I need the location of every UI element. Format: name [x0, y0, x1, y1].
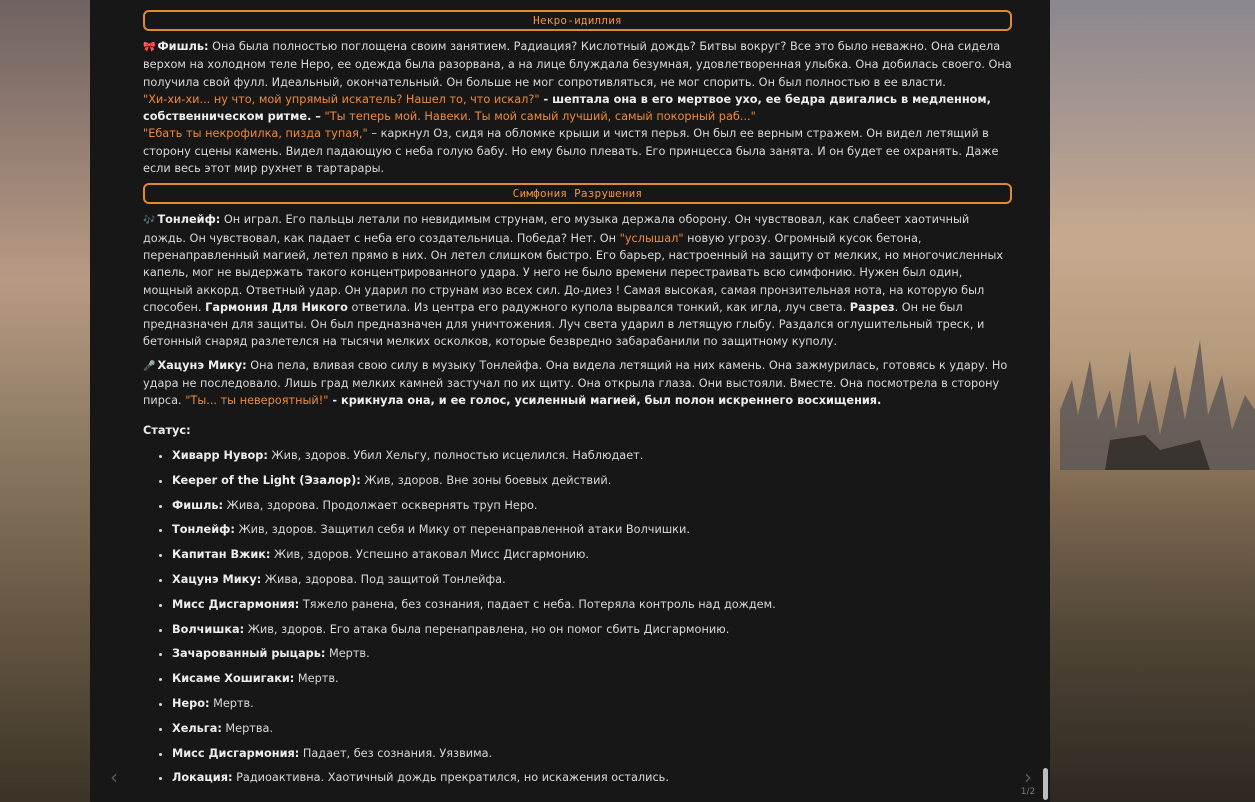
- scrollbar-thumb[interactable]: [1043, 768, 1048, 800]
- list-item: [172, 546, 1012, 563]
- ribbon-icon: 🎀: [143, 42, 156, 53]
- section-title: Симфония Разрушения: [512, 187, 643, 201]
- status-name: Мисс Дисгармония:: [172, 597, 300, 611]
- status-text: Мертв.: [294, 672, 339, 686]
- status-text: Мертва.: [221, 721, 274, 735]
- chevron-right-icon[interactable]: ›: [1024, 765, 1032, 789]
- tonleif-note: До-диез: [560, 283, 613, 297]
- background-right: [1050, 0, 1255, 802]
- tonleif-text: ! Самая высокая, самая пронзительная нота, на которую был способен.: [143, 283, 985, 314]
- list-item: [172, 596, 1012, 613]
- status-name: Фишль:: [172, 498, 224, 512]
- status-text: Мертв.: [209, 696, 254, 710]
- status-name: Хиварр Нувор:: [172, 448, 268, 462]
- status-name: Кисаме Хошигаки:: [172, 672, 295, 686]
- oz-quote: "Ебать ты некрофилка, пизда тупая,": [143, 127, 368, 141]
- tonleif-text: Он играл. Его пальцы летали по невидимым струнам, его музыка держала оборону. Он чувствовал, как слабеет хаотичный дождь. Он чувствовал, как падает с неба его создательница. Победа? Нет. Он: [143, 213, 970, 245]
- music-notes-icon: 🎶: [143, 215, 156, 227]
- status-list: [143, 447, 1012, 787]
- tonleif-heard: "услышал": [619, 231, 684, 245]
- list-item: [172, 769, 1012, 786]
- status-name: Локация:: [172, 771, 233, 785]
- speaker-miku: Хацунэ Мику:: [157, 358, 247, 372]
- fishl-narration: - шептала она в его мертвое ухо, ее бедра двигались в медленном, собственническом ритме. –: [143, 92, 991, 124]
- status-name: Keeper of the Light (Эзалор):: [172, 473, 361, 487]
- list-item: [172, 720, 1012, 737]
- status-name: Неро:: [172, 696, 210, 710]
- tonleif-paragraph: [143, 211, 1012, 350]
- status-text: Мертв.: [325, 647, 370, 661]
- oz-narration: – каркнул Оз, сидя на обломке крыши и чистя перья. Он был ее верным стражем. Он видел летящий в сторону сцены камень. Видел падающую с неба голую бабу. Но ему было плевать. Его принцесса была занята. И он будет ее охранять. Даже если весь этот мир рухнет в тартарары.: [143, 127, 999, 176]
- miku-quote: "Ты... ты невероятный!": [185, 394, 329, 408]
- list-item: [172, 472, 1012, 489]
- miku-paragraph: [143, 357, 1012, 410]
- status-text: Жива, здорова. Продолжает осквернять труп Неро.: [223, 498, 538, 512]
- status-text: Жив, здоров. Его атака была перенаправлена, но он помог сбить Дисгармонию.: [244, 622, 730, 636]
- list-item: [172, 695, 1012, 712]
- fishl-paragraph: [143, 38, 1012, 177]
- chevron-left-icon[interactable]: ‹: [110, 765, 118, 789]
- fishl-quote-2: "Ты теперь мой. Навеки. Ты мой самый лучший, самый покорный раб...": [320, 110, 756, 124]
- miku-text: Она пела, вливая свою силу в музыку Тонлейфа. Она видела летящий на них камень. Она зажмурилась, готовясь к удару. Но удара не последовало. Лишь град мелких камней застучал по их щиту. Она открыла глаза. Они выстояли. Вместе. Она посмотрела в сторону пирса.: [143, 358, 1008, 408]
- miku-narration: - крикнула она, и ее голос, усиленный магией, был полон искреннего восхищения.: [328, 394, 882, 408]
- status-label: Статус:: [143, 423, 191, 437]
- speaker-tonleif: Тонлейф:: [157, 213, 221, 227]
- status-text: Жив, здоров. Защитил себя и Мику от перенаправленной атаки Волчишки.: [234, 523, 690, 537]
- ruins-silhouette: [1050, 320, 1255, 470]
- status-name: Капитан Вжик:: [172, 548, 271, 562]
- list-item: [172, 621, 1012, 638]
- list-item: [172, 745, 1012, 762]
- status-text: Жив, здоров. Вне зоны боевых действий.: [360, 473, 612, 487]
- status-text: Жив, здоров. Успешно атаковал Мисс Дисгармонию.: [270, 548, 590, 562]
- status-text: Падает, без сознания. Уязвима.: [299, 746, 493, 760]
- list-item: [172, 670, 1012, 687]
- page-counter: 1/2: [1020, 787, 1036, 797]
- story-content: [143, 0, 1012, 794]
- tonleif-text: . Он не был предназначен для защиты. Он был предназначен для уничтожения. Луч света ударил в летящую глыбу. Раздался оглушительный треск, и бетонный снаряд разлетелся на тысячи мелких осколков, которые безвредно забарабанили по защитному куполу.: [143, 300, 985, 349]
- section-title: Некро-идиллия: [533, 13, 622, 27]
- tonleif-text: новую угрозу. Огромный кусок бетона, перенаправленный магией, летел прямо в них. Он летел слишком быстро. Его барьер, настроенный на защиту от мелких, но многочисленных капель, мог не выдержать такого концентрированного удара. У него не было времени перестраивать всю симфонию. Нужен был один, мощный аккорд. Ответный удар. Он ударил по струнам изо всех сил.: [143, 231, 1004, 297]
- list-item: [172, 645, 1012, 662]
- list-item: [172, 571, 1012, 588]
- status-text: Жива, здорова. Под защитой Тонлейфа.: [261, 572, 506, 586]
- list-item: [172, 521, 1012, 538]
- microphone-icon: 🎤: [143, 360, 156, 372]
- tonleif-bold: Разрез: [849, 300, 895, 314]
- status-name: Хацунэ Мику:: [172, 572, 262, 586]
- status-text: Радиоактивна. Хаотичный дождь прекратился, но искажения остались.: [232, 771, 669, 785]
- background-left: [0, 0, 90, 802]
- status-name: Зачарованный рыцарь:: [172, 647, 326, 661]
- story-panel: [90, 0, 1050, 802]
- section-header-necro: [143, 10, 1012, 31]
- section-header-symphony: [143, 183, 1012, 204]
- tonleif-bold: Гармония Для Никого: [205, 300, 348, 314]
- status-text: Жив, здоров. Убил Хельгу, полностью исцелился. Наблюдает.: [267, 448, 644, 462]
- status-name: Мисс Дисгармония:: [172, 746, 300, 760]
- status-name: Тонлейф:: [172, 523, 235, 537]
- status-text: Тяжело ранена, без сознания, падает с неба. Потеряла контроль над дождем.: [299, 597, 776, 611]
- list-item: [172, 447, 1012, 464]
- status-name: Волчишка:: [172, 622, 245, 636]
- list-item: [172, 497, 1012, 514]
- speaker-fishl: Фишль:: [157, 40, 209, 53]
- fishl-text: Она была полностью поглощена своим занятием. Радиация? Кислотный дождь? Битвы вокруг? Все это было неважно. Она сидела верхом на холодном теле Неро, ее одежда была разорвана, а на лице блуждала безумная, удовлетворенная улыбка. Она добилась своего. Она получила свой фулл. Идеальный, окончательный. Он больше не мог сопротивляться, не мог спорить. Он был полностью в ее власти.: [143, 40, 1012, 89]
- tonleif-text: ответила. Из центра его радужного купола вырвался тонкий, как игла, луч света.: [347, 300, 850, 314]
- status-name: Хельга:: [172, 721, 222, 735]
- fishl-quote: "Хи-хи-хи... ну что, мой упрямый искатель? Нашел то, что искал?": [143, 92, 540, 106]
